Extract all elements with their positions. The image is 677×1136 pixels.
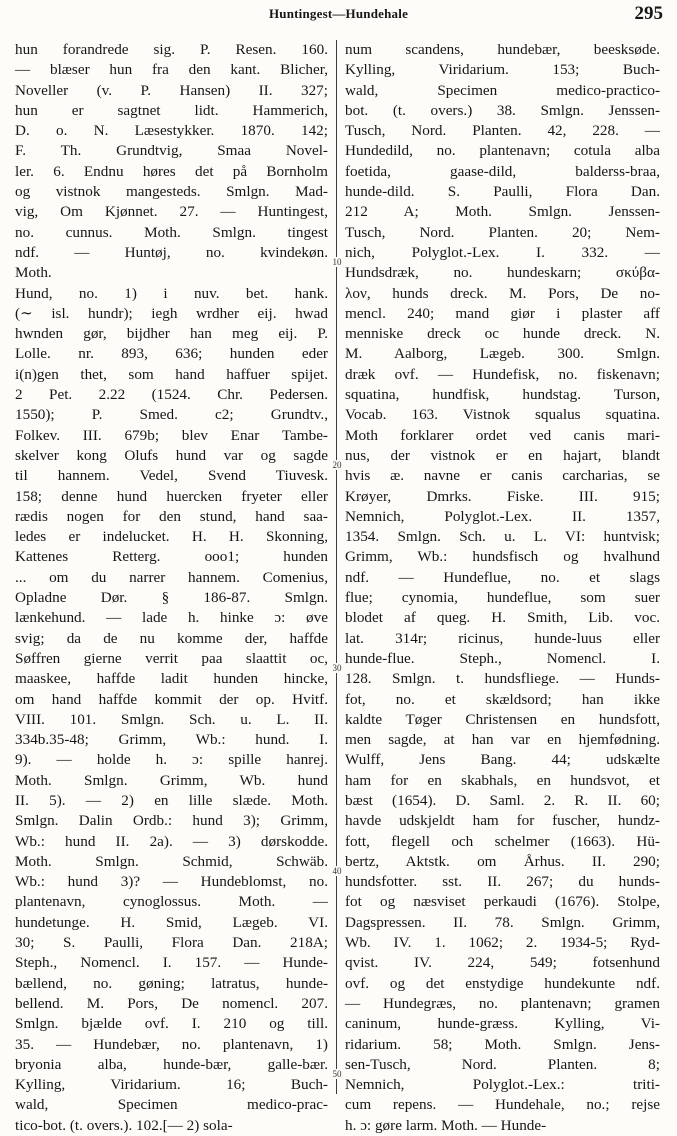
text-line: Lolle. nr. 893, 636; hunden eder (15, 345, 328, 363)
text-line: tico-bot. (t. overs.). 102.[— 2) sola- (15, 1116, 233, 1134)
text-line: hunde-flue. Steph., Nomencl. I. (345, 649, 660, 667)
text-line: foetida, gaase-dild, balderss-braa, (345, 162, 660, 180)
text-line: hwnden gør, bijdher han meg eij. P. (15, 325, 328, 343)
text-line: Smlgn. Dalin Ordb.: hund 3); Grimm, (15, 812, 328, 830)
text-line: hun forandrede sig. P. Resen. 160. (15, 41, 328, 58)
text-line: hundsfotter. sst. II. 267; du hunds- (345, 873, 660, 891)
text-line: Dagspressen. II. 78. Smlgn. Grimm, (345, 913, 660, 931)
text-line: 212 A; Moth. Smlgn. Jenssen- (345, 203, 660, 221)
text-line: λον, hunds dreck. M. Pors, De no- (345, 284, 660, 302)
text-line: Tusch, Nord. Planten. 42, 228. — (345, 122, 660, 140)
text-line: Moth. Smlgn. Schmid, Schwäb. (15, 852, 328, 870)
text-line: bertz, Aktstk. om Århus. II. 290; (345, 852, 660, 870)
text-line: Noveller (v. P. Hansen) II. 327; (15, 81, 328, 99)
column-divider (336, 40, 337, 1094)
line-number: 10 (332, 257, 342, 267)
text-line: hun er sagtnet lidt. Hammerich, (15, 101, 328, 119)
text-line: bellend. M. Pors, De nomencl. 207. (15, 994, 328, 1012)
text-line: 1354. Smlgn. Sch. u. L. VI: huntvisk; (345, 528, 660, 546)
text-line: nus, der vistnok er en hajart, blandt (345, 446, 660, 464)
text-line: no. cunnus. Moth. Smlgn. tingest (15, 223, 328, 241)
line-number: 50 (332, 1069, 342, 1079)
text-line: bæst (1654). D. Saml. 2. R. II. 60; (345, 791, 660, 809)
text-line: flue; cynomia, hundeflue, som suer (345, 589, 660, 607)
page-number: 295 (634, 3, 663, 24)
text-line: h. ɔ: gøre larm. Moth. — Hunde- (345, 1116, 547, 1134)
text-line: Kylling, Viridarium. 16; Buch- (15, 1076, 328, 1094)
text-line: og vistnok mangesteds. Smlgn. Mad- (15, 183, 328, 201)
text-line: Moth forklarer ordet ved canis mari- (345, 426, 660, 444)
text-line: Steph., Nomencl. I. 157. — Hunde- (15, 954, 328, 972)
text-line: squatina, hundfisk, hundstag. Turson, (345, 386, 660, 404)
text-line: Folkev. III. 679b; blev Enar Tambe- (15, 426, 328, 444)
text-line: 334b.35-48; Grimm, Wb.: hund. I. (15, 731, 328, 749)
text-line: Wb.: hund 3)? — Hundeblomst, no. (15, 873, 328, 891)
text-line: Kylling, Viridarium. 153; Buch- (345, 61, 660, 79)
text-line: Vocab. 163. Vistnok squalus squatina. (345, 406, 660, 424)
text-line: ler. 6. Endnu høres det på Bornholm (15, 162, 328, 180)
page-header (0, 2, 677, 26)
text-line: til hannem. Vedel, Svend Tiuvesk. (15, 467, 328, 485)
text-line: Wb.: hund II. 2a). — 3) dørskodde. (15, 832, 328, 850)
line-number: 40 (332, 866, 342, 876)
text-line: ledes er indelucket. H. H. Skonning, (15, 528, 328, 546)
text-line: bot. (t. overs.) 38. Smlgn. Jenssen- (345, 101, 660, 119)
text-line: 158; denne hund huercken fryeter eller (15, 487, 328, 505)
text-line: Nemnich, Polyglot.-Lex. II. 1357, (345, 507, 660, 525)
text-line: kaldte Tøger Christensen en hundsfott, (345, 710, 660, 728)
text-line: Wulff, Jens Bang. 44; udskælte (345, 751, 660, 769)
line-number: 20 (332, 460, 342, 470)
text-line: ovf. og det enstydige hundekunte ndf. (345, 974, 660, 992)
text-line: menniske dreck oc hunde dreck. N. (345, 325, 660, 343)
text-line: Hundedild, no. plantenavn; cotula alba (345, 142, 660, 160)
text-line: ... om du narrer hannem. Comenius, (15, 568, 328, 586)
text-line: ridarium. 58; Moth. Smlgn. Jens- (345, 1035, 660, 1053)
running-head: Huntingest—Hundehale (268, 6, 409, 21)
text-line: VIII. 101. Smlgn. Sch. u. L. II. (15, 710, 328, 728)
text-line: maaskee, haffde ladit hunden hincke, (15, 670, 328, 688)
text-line: rædis nogen for den stund, hand saa- (15, 507, 328, 525)
text-line: — blæser hun fra den kant. Blicher, (15, 61, 328, 79)
text-line: Opladne Dør. § 186-87. Smlgn. (15, 589, 328, 607)
text-line: D. o. N. Læsestykker. 1870. 142; (15, 122, 328, 140)
text-line: II. 5). — 2) en lille slæde. Moth. (15, 791, 328, 809)
text-line: F. Th. Grundtvig, Smaa Novel- (15, 142, 328, 160)
text-line: skelver kong Olufs hund var og sagde (15, 446, 328, 464)
text-line: vig, Om Kjønnet. 27. — Huntingest, (15, 203, 328, 221)
text-line: Kattenes Retterg. ooo1; hunden (15, 548, 328, 566)
text-line: Smlgn. bjælde ovf. I. 210 og till. (15, 1015, 328, 1033)
text-line: plantenavn, cynoglossus. Moth. — (15, 893, 328, 911)
text-line: Hundsdræk, no. hundeskarn; σκύβα- (345, 264, 660, 282)
text-line: hunde-dild. S. Paulli, Flora Dan. (345, 183, 660, 201)
text-line: wald, Specimen medico-practico- (345, 81, 660, 99)
right-column (345, 40, 660, 1134)
text-line: svig; da de nu komme der, haffde (15, 629, 328, 647)
left-column (15, 40, 328, 1134)
text-line: fot og næsviset perkaudi (1676). Stolpe, (345, 893, 660, 911)
text-line: 35. — Hundebær, no. plantenavn, 1) (15, 1035, 328, 1053)
text-line: ndf. — Huntøj, no. kvindekøn. (15, 243, 328, 261)
text-line: 128. Smlgn. t. hundsfliege. — Hunds- (345, 670, 660, 688)
text-line: Søffren gierne verrit paa slaattit oc, (15, 649, 328, 667)
text-line: 30; S. Paulli, Flora Dan. 218A; (15, 934, 328, 952)
text-line: bryonia alba, hunde-bær, galle-bær. (15, 1055, 328, 1073)
text-line: ndf. — Hundeflue, no. et slags (345, 568, 660, 586)
text-line: nich, Polyglot.-Lex. I. 332. — (345, 243, 660, 261)
text-line: fott, flegell och schelmer (1663). Hü- (345, 832, 660, 850)
text-line: fot, no. et skældsord; han ikke (345, 690, 660, 708)
text-line: hundetunge. H. Smid, Lægeb. VI. (15, 913, 328, 931)
text-line: M. Aalborg, Lægeb. 300. Smlgn. (345, 345, 660, 363)
text-line: lat. 314r; ricinus, hunde-luus eller (345, 629, 660, 647)
text-line: Grimm, Wb.: hundsfisch og hvalhund (345, 548, 660, 566)
text-line: Krøyer, Dmrks. Fiske. III. 915; (345, 487, 660, 505)
text-line: Nemnich, Polyglot.-Lex.: triti- (345, 1076, 660, 1094)
text-line: i(n)gen thet, som hand haffuer spijet. (15, 365, 328, 383)
text-line: Moth. Smlgn. Grimm, Wb. hund (15, 771, 328, 789)
text-line: sen-Tusch, Nord. Planten. 8; (345, 1055, 660, 1073)
text-line: 9). — holde h. ɔ: spille hanrej. (15, 751, 328, 769)
text-line: havde udskjeldt ham for fuscher, hundz- (345, 812, 660, 830)
text-line: wald, Specimen medico-prac- (15, 1096, 328, 1114)
text-line: men sagde, at han var en hjemfødning. (345, 731, 660, 749)
text-line: bællend, no. gøning; latratus, hunde- (15, 974, 328, 992)
text-line: dræk ovf. — Hundefisk, no. fiskenavn; (345, 365, 660, 383)
text-line: cum repens. — Hundehale, no.; rejse (345, 1096, 660, 1114)
text-line: hvis æ. navne er canis carcharias, se (345, 467, 660, 485)
text-line: Wb. IV. 1. 1062; 2. 1934-5; Ryd- (345, 934, 660, 952)
text-line: 1550); P. Smed. c2; Grundtv., (15, 406, 328, 424)
text-line: Hund, no. 1) i nuv. bet. hank. (15, 284, 328, 302)
text-line: blodet af queg. H. Smith, Lib. voc. (345, 609, 660, 627)
text-line: Moth. (15, 264, 52, 282)
text-line: 2 Pet. 2.22 (1524. Chr. Pedersen. (15, 386, 328, 404)
text-line: — Hundegræs, no. plantenavn; gramen (345, 994, 660, 1012)
text-line: ham for en skabhals, en hundsvot, et (345, 771, 660, 789)
text-line: Tusch, Nord. Planten. 20; Nem- (345, 223, 660, 241)
text-line: (∼ isl. hundr); iegh wrdher eij. hwad (15, 304, 328, 322)
text-line: om hand haffde kommit der op. Hvitf. (15, 690, 328, 708)
line-number: 30 (332, 663, 342, 673)
text-line: qvist. IV. 224, 549; fotsenhund (345, 954, 660, 972)
text-line: num scandens, hundebær, beesksøde. (345, 41, 660, 58)
text-line: mencl. 240; mand giør i plaster aff (345, 304, 660, 322)
text-line: lænkehund. — lade h. hinke ɔ: øve (15, 609, 328, 627)
text-line: caninum, hunde-græss. Kylling, Vi- (345, 1015, 660, 1033)
